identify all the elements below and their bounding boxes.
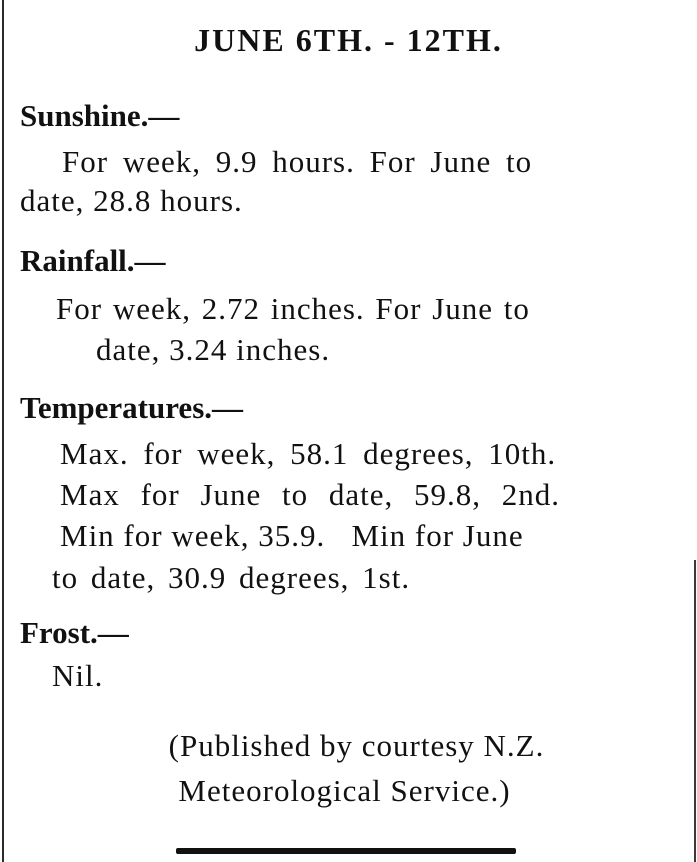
column-left-rule	[2, 0, 4, 862]
report-title: JUNE 6TH. - 12TH.	[194, 22, 503, 58]
sunshine-heading: Sunshine.—	[20, 98, 180, 133]
rainfall-line-1: For week, 2.72 inches. For June to	[56, 291, 530, 326]
temperatures-line-4: to date, 30.9 degrees, 1st.	[52, 560, 411, 595]
sunshine-line-1: For week, 9.9 hours. For June to	[62, 144, 533, 179]
sunshine-line-2: date, 28.8 hours.	[20, 183, 243, 218]
rainfall-heading: Rainfall.—	[20, 243, 166, 278]
rainfall-line-2: date, 3.24 inches.	[96, 332, 331, 367]
column-right-rule	[694, 560, 696, 862]
frost-value: Nil.	[52, 658, 104, 693]
temperatures-heading: Temperatures.—	[20, 390, 244, 425]
end-rule	[176, 848, 516, 854]
credit-line-2: Meteorological Service.)	[178, 773, 511, 808]
temperatures-line-3: Min for week, 35.9. Min for June	[60, 518, 524, 553]
temperatures-line-2: Max for June to date, 59.8, 2nd.	[60, 477, 561, 512]
credit-line-1: (Published by courtesy N.Z.	[168, 728, 545, 763]
temperatures-line-1: Max. for week, 58.1 degrees, 10th.	[60, 436, 557, 471]
frost-heading: Frost.—	[20, 615, 129, 650]
